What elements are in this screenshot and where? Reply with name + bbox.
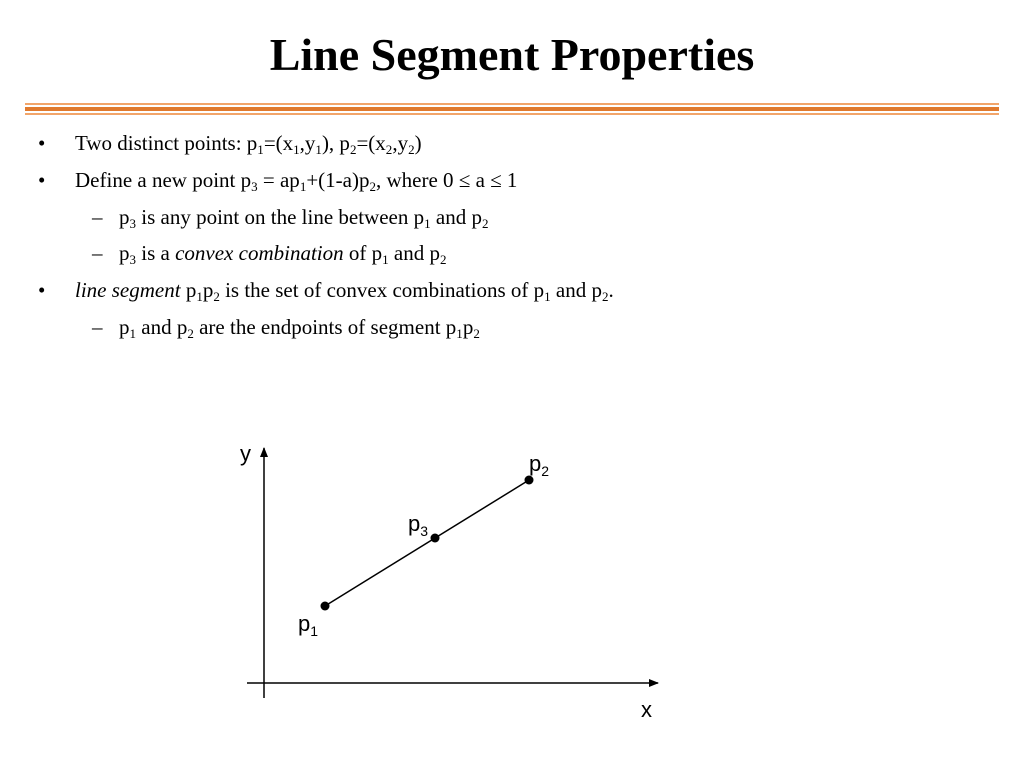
point-p1 [321,602,330,611]
point-p3-label: p3 [408,511,429,539]
bullet-text: Define a new point $p_3 = ap_1+(1-a)p_2$, where 0 ≤ a ≤ 1 [75,168,518,194]
point-p1-label: p1 [298,611,319,639]
bullet-text: line segment $p_1p_2$ is the set of convex combinations of $p_1$ and $p_2$. [75,278,614,304]
point-p2 [525,476,534,485]
subbullet-marker: – [92,315,103,339]
bullet-marker: • [38,131,46,155]
bullet-text: $p_3$ is a convex combination of $p_1$ and $p_2$ [119,241,447,267]
subbullet-marker: – [92,205,103,229]
point-p3 [431,534,440,543]
bullet-text: Two distinct points: $p_1=(x_1,y_1)$, $p_2=(x_2,y_2)$ [75,131,422,157]
segment-p1-p2 [325,480,529,606]
bullet-marker: • [38,278,46,302]
y-axis-label: y [240,441,251,466]
bullet-text: $p_1$ and $p_2$ are the endpoints of segment $p_1p_2$ [119,315,480,341]
point-p2-label: p2 [529,451,550,479]
bullet-text: $p_3$ is any point on the line between $p_1$ and $p_2$ [119,205,489,231]
subbullet-marker: – [92,241,103,265]
x-axis-label: x [641,697,652,722]
page-title: Line Segment Properties [269,29,755,80]
bullet-marker: • [38,168,46,192]
